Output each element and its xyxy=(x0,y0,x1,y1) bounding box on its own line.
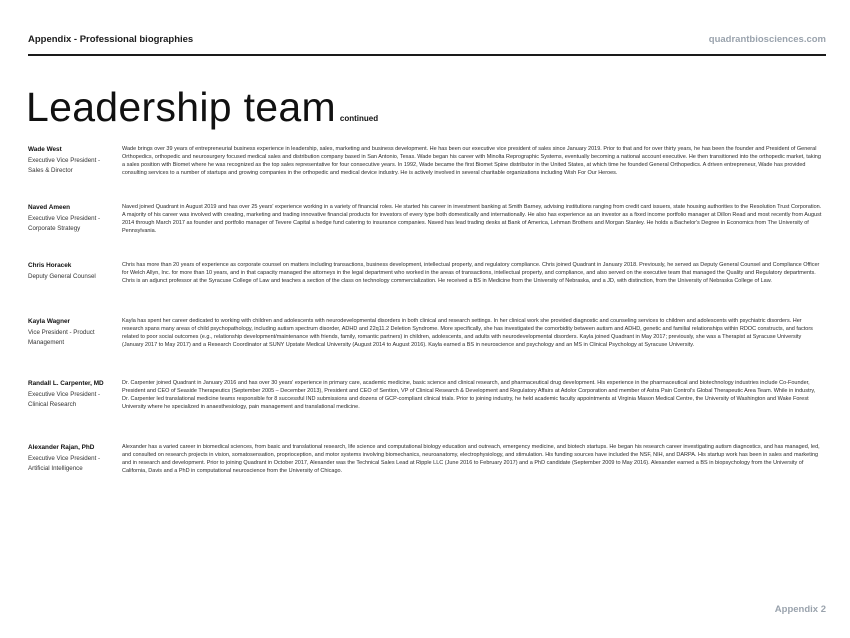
section-title: Appendix - Professional biographies xyxy=(28,34,194,45)
bio-role: Deputy General Counsel xyxy=(28,273,96,280)
bio-name: Naved Ameen xyxy=(28,204,71,211)
bio-role: Executive Vice President - Clinical Research xyxy=(28,391,101,408)
bio-text: Naved joined Quadrant in August 2019 and has over 25 years' experience working in a variety of financial roles. He started his career in investment banking at Smith Barney, advising institutions ranging from credit card issuers, state housing authorities to the Resolution Trust Corporation. A majority of his career was involved with creating, marketing and trading innovative financial products for investors of every type both domestically and internationally. He also has experience as an investor as a fixed income portfolio manager at Dillon Read and most recently from August 2014 through March 2017 as founder and portfolio manager of Tevere Capital a hedge fund catering to insurance companies. Naved has lead trading desks at Bank of America, Lehman Brothers and Morgan Stanley. He holds a Bachelor's Degree in Economics from The University of Pennsylvania. xyxy=(122,204,822,234)
page-title-main: Leadership team xyxy=(26,84,336,130)
bio-role: Executive Vice President - Sales & Director xyxy=(28,157,101,174)
header-divider xyxy=(28,54,826,56)
page-title xyxy=(26,84,378,131)
bio-name: Kayla Wagner xyxy=(28,318,71,325)
bio-name: Randall L. Carpenter, MD xyxy=(28,380,104,387)
bio-name: Alexander Rajan, PhD xyxy=(28,444,95,451)
bio-role: Executive Vice President - Corporate Strategy xyxy=(28,215,101,232)
bio-name: Chris Horacek xyxy=(28,262,72,269)
bio-role: Vice President - Product Management xyxy=(28,329,95,346)
bio-text: Chris has more than 20 years of experience as corporate counsel on matters including transactions, business development, intellectual property, and regulatory compliance. Chris joined Quadrant in January 2018. Previously, he served as Deputy General Counsel and Compliance Officer for Welch Allyn, Inc. for more than 10 years, and in that capacity managed the attorneys in the legal department who worked in the areas of transactions, intellectual property, and compliance, and also served on the executive team that managed the Quality and Regulatory departments. Chris is an adjunct professor at the Syracuse College of Law and teaches a section of the class on technology commercialization. He received a BS in Medicine from the University of Nebraska, and a JD, with distinction, from the University of Nebraska College of Law. xyxy=(122,262,820,284)
bio-role: Executive Vice President - Artificial Intelligence xyxy=(28,455,101,472)
page-title-suffix: continued xyxy=(339,114,379,123)
bio-name: Wade West xyxy=(28,146,62,153)
bio-text: Kayla has spent her career dedicated to working with children and adolescents with neurodevelopmental disorders in both clinical and research settings. In her clinical work she provided diagnostic and counseling services to children and adolescents with psychiatric disorders. Her research spans many areas of child psychopathology, including autism spectrum disorder, ADHD and 22q11.2 Deletion Syndrome. More specifically, she has investigated the comorbidity between autism and ADHD, genetic and familial relationships within RDOC constructs, and factors related to poor social outcomes (e.g., relationship development/maintenance with friends, family, romantic partners) in children, adolescents, and adults with neurodevelopmental disorders. Kayla joined Quadrant in May 2017; previously, she was a Therapist at Syracuse University (January 2017 to May 2017) and a Research Coordinator at SUNY Upstate Medical University (August 2014 to August 2016). Kayla earned a BS in neuroscience and psychology and an MS in Clinical Psychology at Syracuse University. xyxy=(122,318,813,348)
website-link[interactable]: quadrantbiosciences.com xyxy=(708,34,826,45)
bio-text: Alexander has a varied career in biomedical sciences, from basic and translational research, life science and computational biology education and outreach, emergency medicine, and biotech startups. He began his research career investigating autism diagnostics, and has managed, led, and consulted on research projects in vision, somatosensation, proprioception, and motor systems involving biomechanics, neuroanatomy, electrophysiology, and stimulation. His funding sources have included the NSF, NIH, and DARPA. His startup work has been in sales and marketing and in research and development. Prior to joining Quadrant in October 2017, Alexander was the Technical Sales Lead at Ripple LLC (June 2016 to February 2017) and a PhD candidate (September 2009 to May 2016). Alexander earned a BS in biopsychology from the University of California, Davis and a PhD in computational neuroscience from the University of Chicago. xyxy=(122,444,820,474)
page-number: Appendix 2 xyxy=(774,604,826,615)
bio-text: Dr. Carpenter joined Quadrant in January 2016 and has over 30 years' experience in primary care, academic medicine, basic science and clinical research, and pharmaceutical drug development. His experience in the pharmaceutical and biotechnology industries include Co-Founder, President and CEO of Seaside Therapeutics (September 2005 – December 2013), President and CEO of Sention, VP of Clinical Research & Development and Regulatory Affairs at Adolor Corporation and member of Astra Pain Control's Global Therapeutic Area Team. While in industry, Dr. Carpenter led translational medicine teams responsible for 8 successful IND submissions and dozens of GCP-compliant clinical trials. Prior to joining industry, he held academic faculty appointments at Virginia Mason Medical Centre, the University of Washington and Wake Forest University where he specialized in anaesthesiology, pain management and translational medicine. xyxy=(122,380,816,410)
bio-text: Wade brings over 39 years of entrepreneurial business experience in leadership, sales, marketing and business development. He has been our executive vice president of sales since January 2019. Prior to that and for over thirty years, he has been the founder and President of General Orthopedics, orthopedic and neurosurgery focused medical sales and distribution company based in San Antonio, Texas. Wade began his career with Minolta Reprographic Systems, eventually becoming a national account executive. He then transitioned into the orthopedic market, taking a sales position with Biomet where he was recognized as the top sales representative for four consecutive years. In 1992, Wade became the first Biomet Spine distributor in the United States, at which time he founded General Orthopedics. A driven entrepreneur, Wade has provided consulting services to a number of startups and growing companies in the orthopedic and medical device industry. He is actively involved in several charitable organizations including Wish For Our Heroes. xyxy=(122,146,821,176)
